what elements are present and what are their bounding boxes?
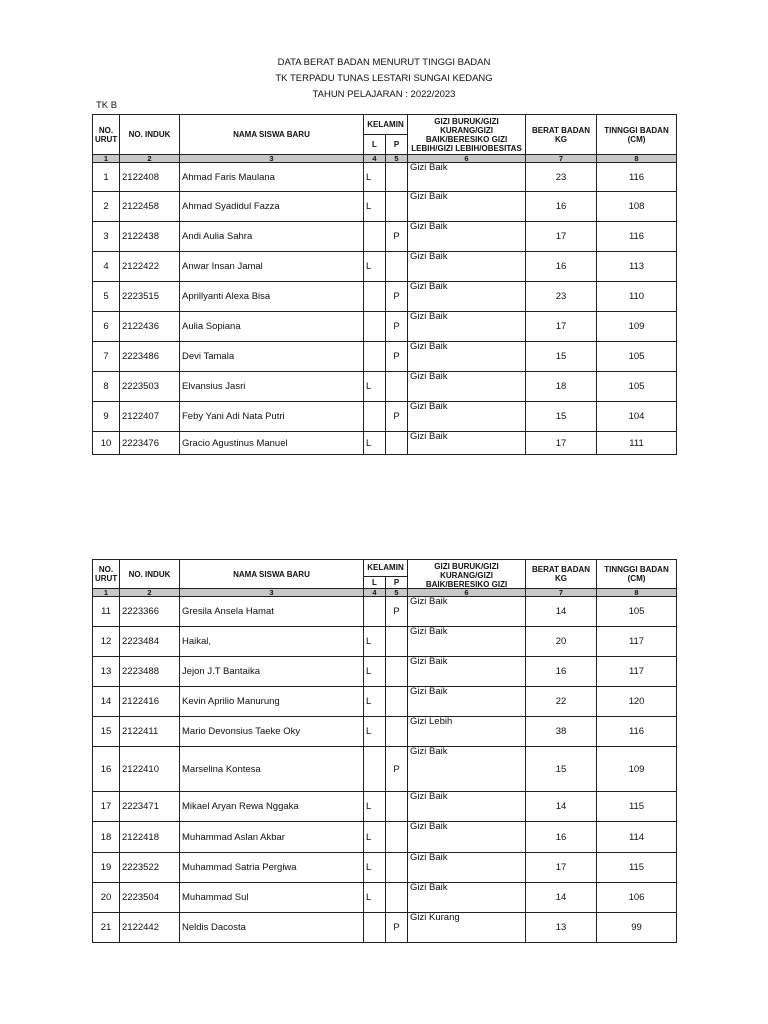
table-row — [93, 402, 677, 432]
row-berat: 17 — [526, 432, 597, 455]
row-berat: 18 — [526, 372, 597, 402]
row-tinggi: 115 — [597, 853, 677, 883]
row-no: 12 — [93, 627, 120, 657]
row-nama: Mario Devonsius Taeke Oky — [180, 717, 364, 747]
row-berat: 22 — [526, 687, 597, 717]
row-nama: Gresila Ansela Hamat — [180, 597, 364, 627]
row-l: L — [364, 372, 386, 402]
row-no: 7 — [93, 342, 120, 372]
row-l: L — [364, 687, 386, 717]
row-no: 11 — [93, 597, 120, 627]
row-gizi: Gizi Baik — [408, 687, 526, 717]
row-tinggi: 106 — [597, 883, 677, 913]
row-nama: Devi Tamala — [180, 342, 364, 372]
row-tinggi: 116 — [597, 163, 677, 192]
row-berat: 17 — [526, 853, 597, 883]
row-no: 9 — [93, 402, 120, 432]
row-l — [364, 913, 386, 943]
col-berat: BERAT BADAN KG — [526, 560, 597, 589]
row-induk: 2223522 — [120, 853, 180, 883]
row-gizi: Gizi Baik — [408, 747, 526, 792]
row-tinggi: 117 — [597, 657, 677, 687]
table-row — [93, 792, 677, 822]
row-induk: 2223366 — [120, 597, 180, 627]
col-kelamin: KELAMIN — [364, 115, 408, 135]
row-berat: 17 — [526, 222, 597, 252]
row-induk: 2122411 — [120, 717, 180, 747]
row-p — [386, 163, 408, 192]
row-gizi: Gizi Baik — [408, 192, 526, 222]
row-p: P — [386, 312, 408, 342]
row-nama: Muhammad Sul — [180, 883, 364, 913]
row-berat: 16 — [526, 192, 597, 222]
table-row — [93, 312, 677, 342]
row-l: L — [364, 163, 386, 192]
row-no: 3 — [93, 222, 120, 252]
row-gizi: Gizi Baik — [408, 163, 526, 192]
row-l: L — [364, 792, 386, 822]
report-title: DATA BERAT BADAN MENURUT TINGGI BADAN — [277, 57, 491, 68]
table-row — [93, 822, 677, 853]
school-name: TK TERPADU TUNAS LESTARI SUNGAI KEDANG — [275, 73, 493, 84]
row-berat: 23 — [526, 163, 597, 192]
row-tinggi: 113 — [597, 252, 677, 282]
row-gizi: Gizi Baik — [408, 657, 526, 687]
col-tinggi: TINNGGI BADAN (CM) — [597, 115, 677, 155]
table-row — [93, 657, 677, 687]
col-p: P — [386, 576, 408, 588]
row-tinggi: 115 — [597, 792, 677, 822]
student-table-1 — [92, 114, 677, 455]
row-berat: 15 — [526, 747, 597, 792]
row-l: L — [364, 627, 386, 657]
row-induk: 2223503 — [120, 372, 180, 402]
row-no: 10 — [93, 432, 120, 455]
student-table-2 — [92, 559, 677, 943]
row-gizi: Gizi Baik — [408, 853, 526, 883]
row-no: 19 — [93, 853, 120, 883]
row-induk: 2122416 — [120, 687, 180, 717]
row-l: L — [364, 252, 386, 282]
row-p: P — [386, 222, 408, 252]
col-nama: NAMA SISWA BARU — [180, 560, 364, 589]
row-gizi: Gizi Baik — [408, 252, 526, 282]
col-p: P — [386, 135, 408, 155]
col-no-induk: NO. INDUK — [120, 115, 180, 155]
row-p — [386, 627, 408, 657]
row-p: P — [386, 402, 408, 432]
row-no: 4 — [93, 252, 120, 282]
row-p — [386, 822, 408, 853]
row-berat: 38 — [526, 717, 597, 747]
row-tinggi: 110 — [597, 282, 677, 312]
row-p — [386, 792, 408, 822]
row-berat: 16 — [526, 252, 597, 282]
row-nama: Ahmad Faris Maulana — [180, 163, 364, 192]
row-gizi: Gizi Baik — [408, 883, 526, 913]
row-l — [364, 282, 386, 312]
table-row — [93, 342, 677, 372]
row-induk: 2122458 — [120, 192, 180, 222]
row-l: L — [364, 657, 386, 687]
row-p — [386, 717, 408, 747]
col-no-urut: NO. URUT — [93, 115, 120, 155]
row-tinggi: 116 — [597, 717, 677, 747]
class-label: TK B — [96, 100, 118, 111]
row-no: 18 — [93, 822, 120, 853]
row-induk: 2122407 — [120, 402, 180, 432]
row-p — [386, 372, 408, 402]
row-nama: Anwar Insan Jamal — [180, 252, 364, 282]
row-l: L — [364, 192, 386, 222]
row-l: L — [364, 717, 386, 747]
row-tinggi: 104 — [597, 402, 677, 432]
row-berat: 13 — [526, 913, 597, 943]
row-p: P — [386, 597, 408, 627]
row-l: L — [364, 822, 386, 853]
row-berat: 14 — [526, 597, 597, 627]
row-gizi: Gizi Baik — [408, 402, 526, 432]
row-nama: Haikal, — [180, 627, 364, 657]
table-row — [93, 627, 677, 657]
row-berat: 14 — [526, 883, 597, 913]
row-berat: 15 — [526, 342, 597, 372]
row-nama: Aprillyanti Alexa Bisa — [180, 282, 364, 312]
row-gizi: Gizi Baik — [408, 282, 526, 312]
row-gizi: Gizi Baik — [408, 432, 526, 455]
row-tinggi: 117 — [597, 627, 677, 657]
row-l — [364, 402, 386, 432]
row-tinggi: 109 — [597, 312, 677, 342]
row-l — [364, 342, 386, 372]
row-tinggi: 120 — [597, 687, 677, 717]
row-berat: 14 — [526, 792, 597, 822]
row-no: 6 — [93, 312, 120, 342]
row-induk: 2122438 — [120, 222, 180, 252]
row-no: 13 — [93, 657, 120, 687]
table-row — [93, 282, 677, 312]
col-no-urut: NO. URUT — [93, 560, 120, 589]
row-berat: 16 — [526, 822, 597, 853]
row-p — [386, 192, 408, 222]
col-nama: NAMA SISWA BARU — [180, 115, 364, 155]
row-induk: 2122408 — [120, 163, 180, 192]
col-kelamin: KELAMIN — [364, 560, 408, 577]
row-gizi: Gizi Baik — [408, 627, 526, 657]
row-p — [386, 657, 408, 687]
col-l: L — [364, 576, 386, 588]
row-l: L — [364, 432, 386, 455]
row-p — [386, 883, 408, 913]
row-induk: 2223488 — [120, 657, 180, 687]
row-berat: 15 — [526, 402, 597, 432]
row-no: 1 — [93, 163, 120, 192]
table-row — [93, 687, 677, 717]
row-tinggi: 111 — [597, 432, 677, 455]
row-nama: Elvansius Jasri — [180, 372, 364, 402]
row-berat: 17 — [526, 312, 597, 342]
row-gizi: Gizi Baik — [408, 342, 526, 372]
col-l: L — [364, 135, 386, 155]
row-induk: 2223471 — [120, 792, 180, 822]
col-gizi: GIZI BURUK/GIZI KURANG/GIZI BAIK/BERESIKO GIZI — [408, 560, 526, 589]
row-induk: 2122442 — [120, 913, 180, 943]
row-l — [364, 312, 386, 342]
col-tinggi: TINNGGI BADAN (CM) — [597, 560, 677, 589]
row-p — [386, 432, 408, 455]
row-berat: 20 — [526, 627, 597, 657]
row-berat: 16 — [526, 657, 597, 687]
table-row — [93, 853, 677, 883]
row-nama: Mikael Aryan Rewa Nggaka — [180, 792, 364, 822]
row-induk: 2122422 — [120, 252, 180, 282]
table-row — [93, 192, 677, 222]
row-l — [364, 747, 386, 792]
row-induk: 2223476 — [120, 432, 180, 455]
table-row — [93, 372, 677, 402]
row-no: 5 — [93, 282, 120, 312]
table-row — [93, 222, 677, 252]
row-berat: 23 — [526, 282, 597, 312]
row-gizi: Gizi Baik — [408, 222, 526, 252]
row-no: 14 — [93, 687, 120, 717]
row-nama: Gracio Agustinus Manuel — [180, 432, 364, 455]
row-induk: 2223504 — [120, 883, 180, 913]
row-p: P — [386, 747, 408, 792]
row-tinggi: 99 — [597, 913, 677, 943]
row-p — [386, 853, 408, 883]
row-no: 16 — [93, 747, 120, 792]
row-tinggi: 116 — [597, 222, 677, 252]
row-induk: 2223515 — [120, 282, 180, 312]
col-no-induk: NO. INDUK — [120, 560, 180, 589]
row-tinggi: 105 — [597, 597, 677, 627]
column-number-row: 1 2 3 4 5 6 7 8 — [93, 155, 677, 163]
row-p — [386, 687, 408, 717]
row-induk: 2223486 — [120, 342, 180, 372]
table-row — [93, 883, 677, 913]
row-gizi: Gizi Baik — [408, 597, 526, 627]
row-l — [364, 597, 386, 627]
row-l: L — [364, 853, 386, 883]
row-induk: 2122436 — [120, 312, 180, 342]
row-p — [386, 252, 408, 282]
row-gizi: Gizi Baik — [408, 312, 526, 342]
table-row — [93, 913, 677, 943]
row-nama: Ahmad Syadidul Fazza — [180, 192, 364, 222]
row-nama: Neldis Dacosta — [180, 913, 364, 943]
row-nama: Marselina Kontesa — [180, 747, 364, 792]
row-gizi: Gizi Lebih — [408, 717, 526, 747]
col-gizi: GIZI BURUK/GIZI KURANG/GIZI BAIK/BERESIKO GIZI LEBIH/GIZI LEBIH/OBESITAS — [408, 115, 526, 155]
table-row — [93, 747, 677, 792]
row-nama: Muhammad Aslan Akbar — [180, 822, 364, 853]
row-no: 2 — [93, 192, 120, 222]
row-nama: Kevin Aprilio Manurung — [180, 687, 364, 717]
row-tinggi: 108 — [597, 192, 677, 222]
row-l: L — [364, 883, 386, 913]
row-no: 17 — [93, 792, 120, 822]
school-year: TAHUN PELAJARAN : 2022/2023 — [312, 89, 456, 100]
table-row — [93, 163, 677, 192]
row-l — [364, 222, 386, 252]
row-nama: Muhammad Satria Pergiwa — [180, 853, 364, 883]
row-no: 21 — [93, 913, 120, 943]
row-induk: 2223484 — [120, 627, 180, 657]
row-nama: Andi Aulia Sahra — [180, 222, 364, 252]
table-row — [93, 432, 677, 455]
column-number-row: 1 2 3 4 5 6 7 8 — [93, 589, 677, 597]
row-no: 20 — [93, 883, 120, 913]
table-row — [93, 717, 677, 747]
row-gizi: Gizi Baik — [408, 372, 526, 402]
row-induk: 2122410 — [120, 747, 180, 792]
row-tinggi: 109 — [597, 747, 677, 792]
row-tinggi: 105 — [597, 372, 677, 402]
row-induk: 2122418 — [120, 822, 180, 853]
row-nama: Aulia Sopiana — [180, 312, 364, 342]
row-gizi: Gizi Baik — [408, 822, 526, 853]
row-no: 8 — [93, 372, 120, 402]
table-row — [93, 252, 677, 282]
row-gizi: Gizi Kurang — [408, 913, 526, 943]
row-nama: Feby Yani Adi Nata Putri — [180, 402, 364, 432]
row-p: P — [386, 913, 408, 943]
row-tinggi: 114 — [597, 822, 677, 853]
row-p: P — [386, 282, 408, 312]
table-row — [93, 597, 677, 627]
row-p: P — [386, 342, 408, 372]
row-nama: Jejon J.T Bantaika — [180, 657, 364, 687]
row-tinggi: 105 — [597, 342, 677, 372]
row-gizi: Gizi Baik — [408, 792, 526, 822]
col-berat: BERAT BADAN KG — [526, 115, 597, 155]
row-no: 15 — [93, 717, 120, 747]
